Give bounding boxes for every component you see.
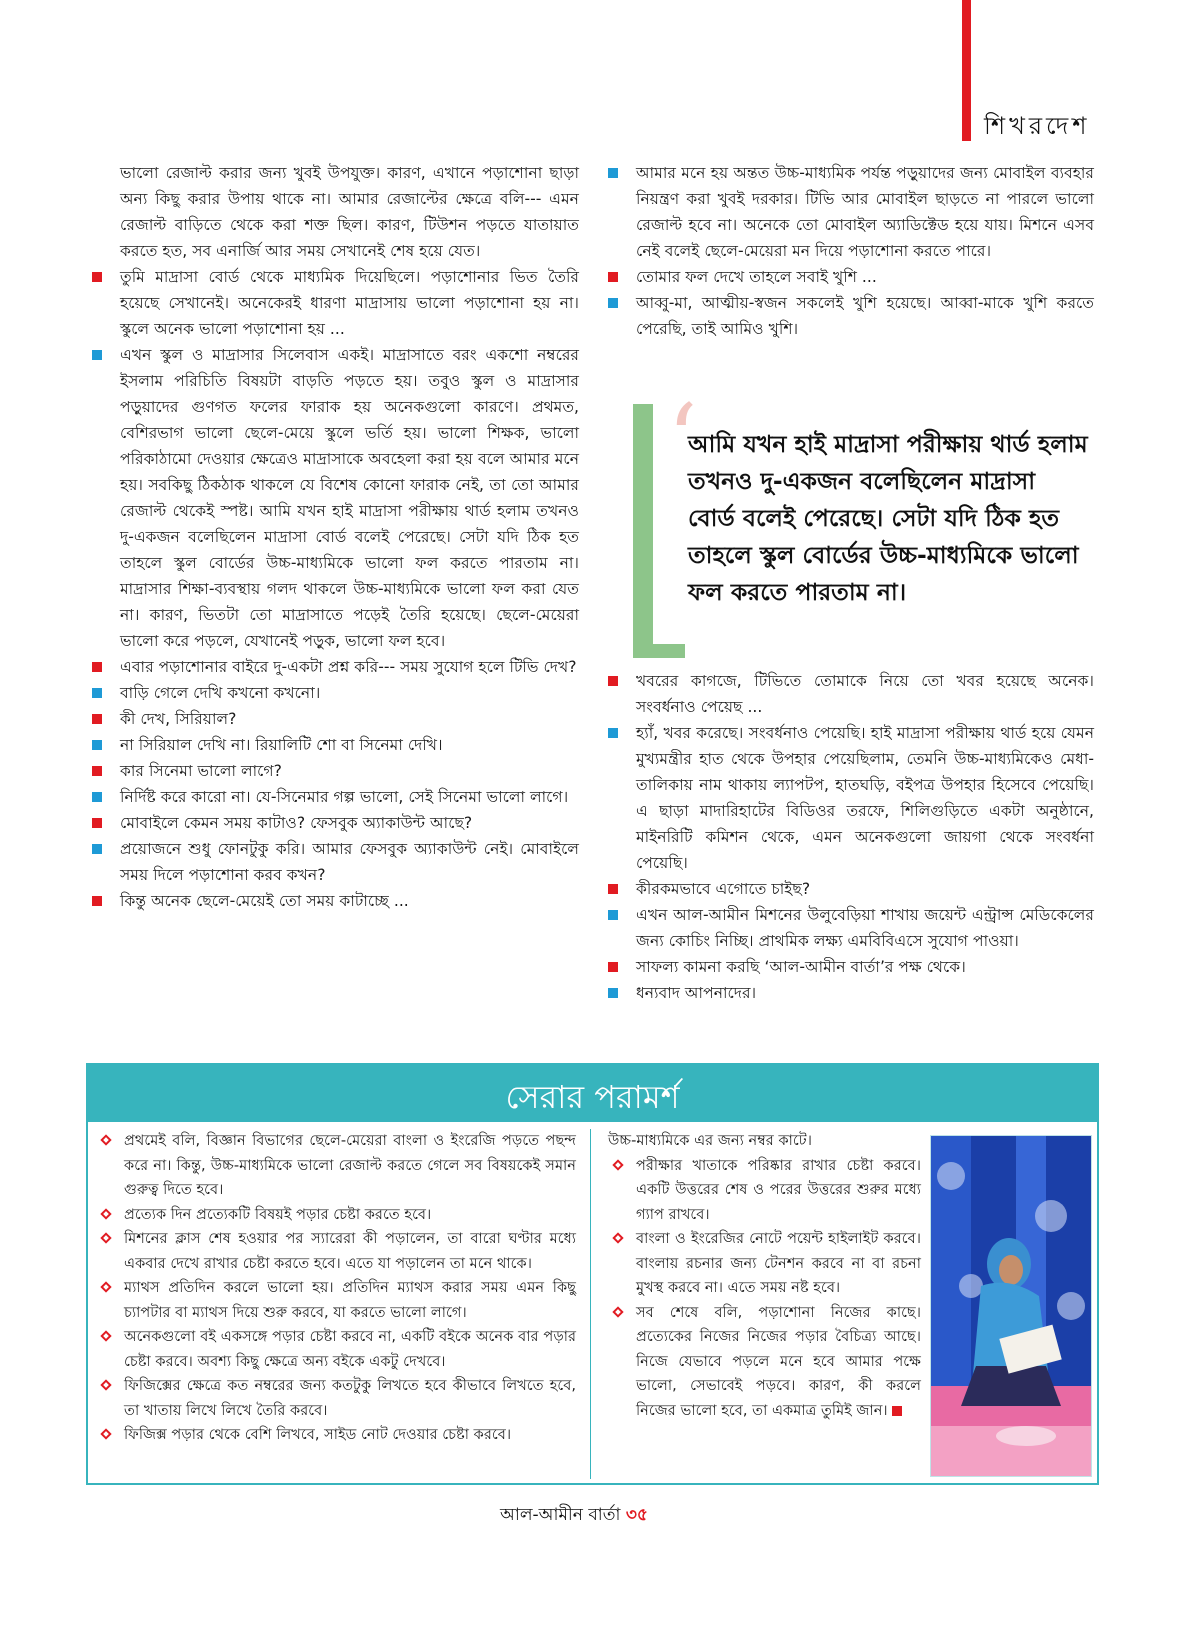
- question-square-icon: [92, 662, 102, 672]
- advice-item-text: প্রথমেই বলি, বিজ্ঞান বিভাগের ছেলে-মেয়েরা বাংলা ও ইংরেজি পড়তে পছন্দ করে না। কিন্তু, উচ্চ-মাধ্যমিকে ভালো রেজাল্ট করতে গেলে সব বিষয়কেই সমান গুরুত্ব দিতে হবে।: [124, 1132, 576, 1198]
- advice-item: [96, 1227, 576, 1276]
- paragraph-text: খবরের কাগজে, টিভিতে তোমাকে নিয়ে তো খবর হয়েছে অনেক। সংবর্ধনাও পেয়েছ ...: [636, 672, 1094, 716]
- right-column: [608, 160, 1094, 342]
- advice-item-text: পরীক্ষার খাতাকে পরিষ্কার রাখার চেষ্টা করবে। একটি উত্তরের শেষ ও পরের উত্তরের শুরুর মধ্যে গ্যাপ রাখবে।: [636, 1156, 921, 1223]
- paragraph-text: ভালো রেজাল্ট করার জন্য খুবই উপযুক্ত। কারণ, এখানে পড়াশোনা ছাড়া অন্য কিছু করার উপায় থাকে না। আমার রেজাল্টের ক্ষেত্রে বলি--- এমন রেজাল্ট বাড়িতে থেকে করা শক্ত ছিল। কারণ, টিউশন পড়তে যাতায়াত করতে হত, সব এনার্জি আর সময় সেখানেই শেষ হয়ে যেত।: [120, 164, 579, 260]
- question-paragraph: [608, 954, 1094, 980]
- paragraph-text: হ্যাঁ, খবর করেছে। সংবর্ধনাও পেয়েছি। হাই মাদ্রাসা পরীক্ষায় থার্ড হয়ে যেমন মুখ্যমন্ত্রীর হাত থেকে উপহার পেয়েছিলাম, তেমনি উচ্চ-মাধ্যমিকেও মেধা-তালিকায় নাম থাকায় ল্যাপটপ, হাতঘড়ি, বইপত্র উপহার হিসেবে পেয়েছি। এ ছাড়া মাদারিহাটের বিডিওর তরফে, শিলিগুড়িতে একটা অনুষ্ঠানে, মাইনরিটি কমিশন থেকে, এমন অনেকগুলো জায়গা থেকে সংবর্ধনা পেয়েছি।: [636, 724, 1094, 872]
- header-accent-bar: [962, 0, 971, 141]
- left-column: [92, 160, 579, 914]
- paragraph-text: আমার মনে হয় অন্তত উচ্চ-মাধ্যমিক পর্যন্ত পড়ুয়াদের জন্য মোবাইল ব্যবহার নিয়ন্ত্রণ করা খুবই দরকার। টিভি আর মোবাইল ছাড়তে না পারলে ভালো রেজাল্ট হবে না। অনেকে তো মোবাইল অ্যাডিক্টেড হয়ে যায়। মিশনে এসব নেই বলেই ছেলে-মেয়েরা মন দিয়ে পড়াশোনা করতে পারে।: [636, 164, 1094, 260]
- question-square-icon: [92, 818, 102, 828]
- answer-square-icon: [92, 688, 102, 698]
- answer-square-icon: [608, 168, 618, 178]
- text-paragraph: [92, 160, 579, 264]
- advice-item-text: ম্যাথস প্রতিদিন করলে ভালো হয়। প্রতিদিন ম্যাথস করার সময় এমন কিছু চ্যাপটার বা ম্যাথস দিয়ে শুরু করবে, যা করতে ভালো লাগে।: [124, 1279, 576, 1321]
- diamond-bullet-icon: [100, 1208, 111, 1219]
- advice-item: [608, 1227, 921, 1301]
- answer-square-icon: [92, 740, 102, 750]
- pull-quote-base: [633, 644, 685, 658]
- answer-paragraph: [608, 902, 1094, 954]
- answer-paragraph: [608, 290, 1094, 342]
- right-column-lower: [608, 668, 1094, 1006]
- pull-quote-text: আমি যখন হাই মাদ্রাসা পরীক্ষায় থার্ড হলাম তখনও দু-একজন বলেছিলেন মাদ্রাসা বোর্ড বলেই পেরেছে। সেটা যদি ঠিক হত তাহলে স্কুল বোর্ডের উচ্চ-মাধ্যমিকে ভালো ফল করতে পারতাম না।: [688, 430, 1088, 606]
- diamond-bullet-icon: [612, 1232, 623, 1243]
- advice-item-text: বাংলা ও ইংরেজির নোটে পয়েন্ট হাইলাইট করবে। বাংলায় রচনার জন্য টেনশন করবে না বা রচনা মুখস্থ করবে না। এতে সময় নষ্ট হবে।: [636, 1230, 921, 1296]
- answer-paragraph: [92, 342, 579, 654]
- advice-item-text: মিশনের ক্লাস শেষ হওয়ার পর স্যারেরা কী পড়ালেন, তা বারো ঘণ্টার মধ্যে একবার দেখে রাখার চেষ্টা করতে হবে। এতে যা পড়ালেন তা মনে থাকে।: [124, 1230, 576, 1272]
- question-square-icon: [92, 766, 102, 776]
- question-paragraph: [92, 654, 579, 680]
- question-square-icon: [608, 676, 618, 686]
- diamond-bullet-icon: [100, 1379, 111, 1390]
- answer-paragraph: [608, 980, 1094, 1006]
- advice-item-text: ফিজিক্সের ক্ষেত্রে কত নম্বরের জন্য কতটুকু লিখতে হবে কীভাবে লিখতে হবে, তা খাতায় লিখে লিখে তৈরি করবে।: [124, 1377, 576, 1419]
- advice-box: [86, 1063, 1099, 1485]
- answer-paragraph: [608, 720, 1094, 876]
- answer-square-icon: [608, 910, 618, 920]
- paragraph-text: নির্দিষ্ট করে কারো না। যে-সিনেমার গল্প ভালো, সেই সিনেমা ভালো লাগে।: [120, 788, 569, 806]
- question-square-icon: [608, 962, 618, 972]
- paragraph-text: বাড়ি গেলে দেখি কখনো কখনো।: [120, 684, 321, 702]
- paragraph-text: কার সিনেমা ভালো লাগে?: [120, 762, 282, 780]
- diamond-bullet-icon: [100, 1330, 111, 1341]
- page-footer: [500, 1502, 648, 1530]
- paragraph-text: সাফল্য কামনা করছি ‘আল-আমীন বার্তা’র পক্ষ থেকে।: [636, 958, 966, 976]
- diamond-bullet-icon: [612, 1159, 623, 1170]
- question-square-icon: [92, 896, 102, 906]
- question-paragraph: [608, 876, 1094, 902]
- paragraph-text: আব্বু-মা, আত্মীয়-স্বজন সকলেই খুশি হয়েছে। আব্বা-মাকে খুশি করতে পেরেছি, তাই আমিও খুশি।: [636, 294, 1094, 338]
- paragraph-text: ধন্যবাদ আপনাদের।: [636, 984, 757, 1002]
- advice-left-column: [96, 1129, 576, 1448]
- advice-right-lead: উচ্চ-মাধ্যমিকে এর জন্য নম্বর কাটে।: [608, 1132, 812, 1149]
- student-photo: [930, 1135, 1092, 1477]
- answer-paragraph: [92, 784, 579, 810]
- advice-item: [96, 1325, 576, 1374]
- question-paragraph: [92, 706, 579, 732]
- advice-item: [608, 1301, 921, 1424]
- quote-mark-icon: ‘: [667, 384, 698, 496]
- page-number: ৩৫: [625, 1505, 648, 1525]
- paragraph-text: প্রয়োজনে শুধু ফোনটুকু করি। আমার ফেসবুক অ্যাকাউন্ট নেই। মোবাইলে সময় দিলে পড়াশোনা করব কখন?: [120, 840, 579, 884]
- diamond-bullet-icon: [100, 1428, 111, 1439]
- question-paragraph: [92, 264, 579, 342]
- question-paragraph: [92, 758, 579, 784]
- advice-divider: [590, 1129, 591, 1479]
- answer-paragraph: [92, 836, 579, 888]
- pull-quote-bar: [633, 404, 653, 658]
- answer-square-icon: [608, 988, 618, 998]
- question-square-icon: [92, 714, 102, 724]
- answer-paragraph: [92, 732, 579, 758]
- advice-title: সেরার পরামর্শ: [505, 1078, 680, 1116]
- question-paragraph: [608, 264, 1094, 290]
- pull-quote: [633, 384, 1093, 658]
- question-paragraph: [92, 810, 579, 836]
- paragraph-text: তোমার ফল দেখে তাহলে সবাই খুশি ...: [636, 268, 877, 286]
- paragraph-text: কিন্তু অনেক ছেলে-মেয়েই তো সময় কাটাচ্ছে ...: [120, 892, 409, 910]
- advice-item: [96, 1374, 576, 1423]
- paragraph-text: না সিরিয়াল দেখি না। রিয়ালিটি শো বা সিনেমা দেখি।: [120, 736, 443, 754]
- magazine-name: আল-আমীন বার্তা: [500, 1505, 621, 1525]
- paragraph-text: তুমি মাদ্রাসা বোর্ড থেকে মাধ্যমিক দিয়েছিলে। পড়াশোনার ভিত তৈরি হয়েছে সেখানেই। অনেকেরই ধারণা মাদ্রাসায় ভালো পড়াশোনা হয় না। স্কুলে অনেক ভালো পড়াশোনা হয় ...: [120, 268, 579, 338]
- paragraph-text: এখন স্কুল ও মাদ্রাসার সিলেবাস একই। মাদ্রাসাতে বরং একশো নম্বরের ইসলাম পরিচিতি বিষয়টা বাড়তি পড়তে হয়। তবুও স্কুল ও মাদ্রাসার পড়ুয়াদের গুণগত ফলের ফারাক হয় অনেকগুলো কারণে। প্রথমত, বেশিরভাগ ভালো ছেলে-মেয়ে স্কুলে ভর্তি হয়। ভালো শিক্ষক, ভালো পরিকাঠামো দেওয়ার ক্ষেত্রেও মাদ্রাসাকে অবহেলা করা হয় বলে আমার মনে হয়। সবকিছু ঠিকঠাক থাকলে যে বিশেষ কোনো ফারাক নেই, তা তো আমার রেজাল্ট থেকেই স্পষ্ট। আমি যখন হাই মাদ্রাসা পরীক্ষায় থার্ড হলাম তখনও দু-একজন বলেছিলেন মাদ্রাসা বোর্ড বলেই পেরেছে। সেটা যদি ঠিক হত তাহলে স্কুল বোর্ডের উচ্চ-মাধ্যমিকে ভালো ফল করতে পারতাম না। মাদ্রাসার শিক্ষা-ব্যবস্থায় গলদ থাকলে উচ্চ-মাধ্যমিকে ভালো ফল করা যেত না। কারণ, ভিতটা তো মাদ্রাসাতে পড়েই তৈরি হয়েছে। ছেলে-মেয়েরা ভালো করে পড়লে, যেখানেই পড়ুক, ভালো ফল হবে।: [120, 346, 579, 650]
- advice-item-text: ফিজিক্স পড়ার থেকে বেশি লিখবে, সাইড নোট দেওয়ার চেষ্টা করবে।: [124, 1426, 512, 1443]
- answer-square-icon: [92, 792, 102, 802]
- advice-item: [96, 1423, 576, 1448]
- advice-item-text: অনেকগুলো বই একসঙ্গে পড়ার চেষ্টা করবে না, একটি বইকে অনেক বার পড়ার চেষ্টা করবে। অবশ্য কিছু ক্ষেত্রে অন্য বইকে একটু দেখবে।: [124, 1328, 576, 1370]
- question-square-icon: [92, 272, 102, 282]
- question-square-icon: [608, 884, 618, 894]
- answer-square-icon: [92, 350, 102, 360]
- section-title: শিখরদেশ: [984, 112, 1091, 140]
- advice-item: [96, 1129, 576, 1203]
- diamond-bullet-icon: [100, 1232, 111, 1243]
- paragraph-text: এখন আল-আমীন মিশনের উলুবেড়িয়া শাখায় জয়েন্ট এন্ট্রান্স মেডিকেলের জন্য কোচিং নিচ্ছি। প্রাথমিক লক্ষ্য এমবিবিএসে সুযোগ পাওয়া।: [636, 906, 1094, 950]
- answer-paragraph: [608, 160, 1094, 264]
- paragraph-text: এবার পড়াশোনার বাইরে দু-একটা প্রশ্ন করি--- সময় সুযোগ হলে টিভি দেখ?: [120, 658, 577, 676]
- paragraph-text: কী দেখ, সিরিয়াল?: [120, 710, 237, 728]
- advice-item-text: প্রত্যেক দিন প্রত্যেকটি বিষয়ই পড়ার চেষ্টা করতে হবে।: [124, 1205, 432, 1223]
- question-paragraph: [92, 888, 579, 914]
- end-mark-icon: [892, 1406, 902, 1416]
- advice-item: [96, 1203, 576, 1228]
- paragraph-text: মোবাইলে কেমন সময় কাটাও? ফেসবুক অ্যাকাউন্ট আছে?: [120, 814, 473, 832]
- advice-item: [96, 1276, 576, 1325]
- diamond-bullet-icon: [100, 1134, 111, 1145]
- advice-item: [608, 1154, 921, 1228]
- advice-item-text: সব শেষে বলি, পড়াশোনা নিজের কাছে। প্রত্যেকের নিজের নিজের পড়ার বৈচিত্র্য আছে। নিজে যেভাবে পড়লে মনে হবে আমার পক্ষে ভালো, সেভাবেই পড়বে। কারণ, কী করলে নিজের ভালো হবে, তা একমাত্র তুমিই জান।: [636, 1303, 921, 1419]
- advice-right-column: [608, 1129, 921, 1423]
- answer-square-icon: [608, 728, 618, 738]
- question-square-icon: [608, 272, 618, 282]
- question-paragraph: [608, 668, 1094, 720]
- answer-square-icon: [608, 298, 618, 308]
- paragraph-text: কীরকমভাবে এগোতে চাইছ?: [636, 880, 811, 898]
- diamond-bullet-icon: [612, 1306, 623, 1317]
- advice-header: [88, 1065, 1097, 1122]
- answer-square-icon: [92, 844, 102, 854]
- diamond-bullet-icon: [100, 1281, 111, 1292]
- answer-paragraph: [92, 680, 579, 706]
